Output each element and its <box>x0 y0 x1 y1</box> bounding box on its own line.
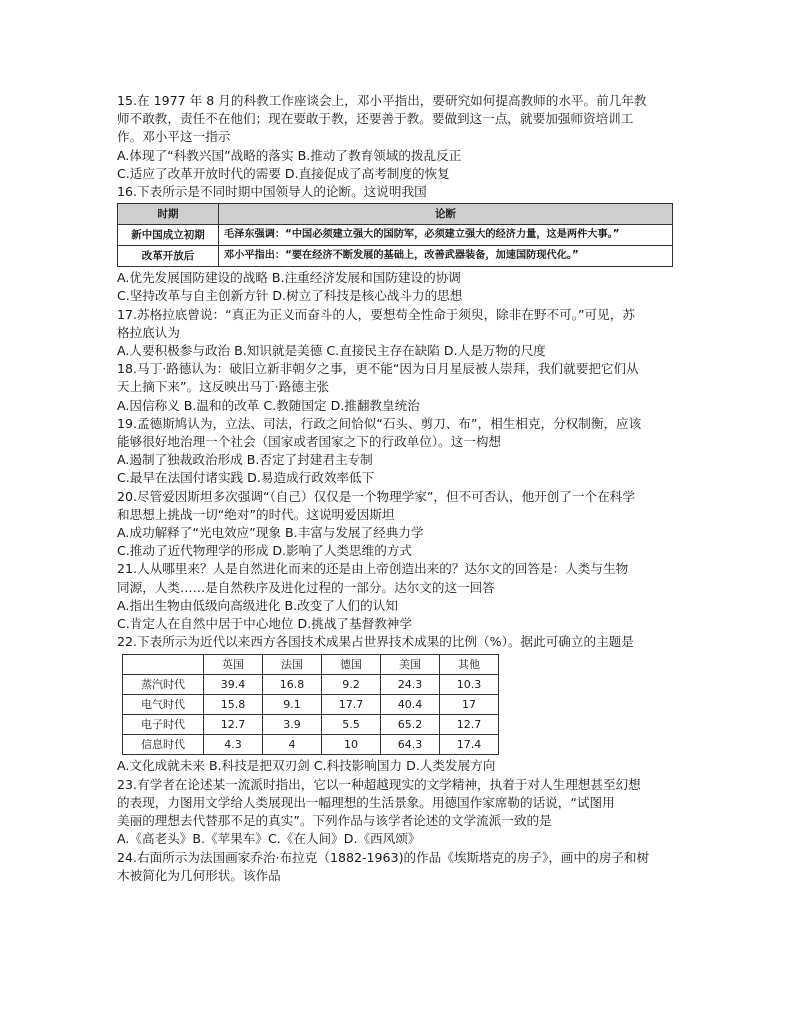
q22-header-usa: 美国 <box>381 655 440 675</box>
q22-row1-other: 10.3 <box>440 675 499 695</box>
q22-row2-uk: 15.8 <box>204 695 263 715</box>
q22-row4-france: 4 <box>263 735 322 755</box>
q22-stem: 22.下表所示为近代以来西方各国技术成果占世界技术成果的比例（%）。据此可确立的主题是 <box>117 634 634 650</box>
table-row <box>123 715 499 735</box>
q15-line3: 作。邓小平这一指示 <box>117 129 231 145</box>
q18-line1: 18.马丁·路德认为：破旧立新非朝夕之事，更不能“因为日月星辰被人崇拜，我们就要把它们从 <box>117 361 639 377</box>
q16-row2-statement: 邓小平指出：“要在经济不断发展的基础上，改善武器装备，加速国防现代化。” <box>219 246 673 267</box>
q24-line1: 24.右面所示为法国画家乔治·布拉克（1882-1963)的作品《埃斯塔克的房子》，画中的房子和树 <box>117 849 650 865</box>
q22-table <box>122 654 499 755</box>
q15-options-ab: A.体现了“科教兴国”战略的落实 B.推动了教育领域的拨乱反正 <box>117 147 462 163</box>
q22-row2-other: 17 <box>440 695 499 715</box>
q16-row2-period: 改革开放后 <box>118 246 219 267</box>
q19-line1: 19.孟德斯鸠认为，立法、司法，行政之间恰似“石头、剪刀、布”，相生相克，分权制衡，应该 <box>117 415 642 431</box>
q16-header-period: 时期 <box>118 204 219 225</box>
q22-options: A.文化成就未来 B.科技是把双刃剑 C.科技影响国力 D.人类发展方向 <box>117 758 496 774</box>
q22-row2-usa: 40.4 <box>381 695 440 715</box>
question-18 <box>117 360 677 415</box>
q22-row2-france: 9.1 <box>263 695 322 715</box>
q23-line2: 的表现，力图用文学给人类展现出一幅理想的生活景象。用德国作家席勒的话说，“试图用 <box>117 794 615 810</box>
q22-header-france: 法国 <box>263 655 322 675</box>
q20-line1: 20.尽管爱因斯坦多次强调“（自己）仅仅是一个物理学家”，但不可否认，他开创了一个在科学 <box>117 488 635 504</box>
q22-row3-france: 3.9 <box>263 715 322 735</box>
q19-line2: 能够很好地治理一个社会（国家或者国家之下的行政单位）。这一构想 <box>117 434 502 450</box>
q22-header-germany: 德国 <box>322 655 381 675</box>
q21-options-ab: A.指出生物由低级向高级进化 B.改变了人们的认知 <box>117 597 398 613</box>
question-24 <box>117 849 677 885</box>
q16-row1-statement: 毛泽东强调：“中国必须建立强大的国防军，必须建立强大的经济力量，这是两件大事。” <box>219 225 673 246</box>
q24-line2: 木被简化为几何形状。该作品 <box>117 867 281 883</box>
q16-stem: 16.下表所示是不同时期中国领导人的论断。这说明我国 <box>117 184 427 200</box>
q22-header-blank <box>123 655 204 675</box>
q20-options-ab: A.成功解释了“光电效应”现象 B.丰富与发展了经典力学 <box>117 525 424 541</box>
q16-header-statement: 论断 <box>219 204 673 225</box>
q22-row4-uk: 4.3 <box>204 735 263 755</box>
question-20 <box>117 488 677 561</box>
q16-options-cd: C.坚持改革与自主创新方针 D.树立了科技是核心战斗力的思想 <box>117 288 463 304</box>
q17-line2: 格拉底认为 <box>117 324 180 340</box>
q22-row1-usa: 24.3 <box>381 675 440 695</box>
q20-options-cd: C.推动了近代物理学的形成 D.影响了人类思维的方式 <box>117 543 412 559</box>
table-row <box>118 225 673 246</box>
table-row <box>118 246 673 267</box>
q22-row1-germany: 9.2 <box>322 675 381 695</box>
q22-row4-usa: 64.3 <box>381 735 440 755</box>
q22-row3-germany: 5.5 <box>322 715 381 735</box>
q15-line2: 师不敢教，责任不在他们；现在要敢于教，还要善于教。要做到这一点，就要加强师资培训工 <box>117 111 634 127</box>
q22-row1-era: 蒸汽时代 <box>123 675 204 695</box>
q19-options-ab: A.遏制了独裁政治形成 B.否定了封建君主专制 <box>117 452 373 468</box>
table-row <box>123 695 499 715</box>
q17-options: A.人要积极参与政治 B.知识就是美德 C.直接民主存在缺陷 D.人是万物的尺度 <box>117 343 546 359</box>
q22-row2-germany: 17.7 <box>322 695 381 715</box>
q16-table <box>117 203 673 267</box>
q22-row2-era: 电气时代 <box>123 695 204 715</box>
exam-page <box>117 92 677 885</box>
question-23 <box>117 776 677 849</box>
q21-line2: 同源，人类……是自然秩序及进化过程的一部分。达尔文的这一回答 <box>117 579 495 595</box>
q22-row3-other: 12.7 <box>440 715 499 735</box>
q23-line1: 23.有学者在论述某一流派时指出，它以一种超越现实的文学精神，执着于对人生理想甚至幻想 <box>117 776 641 792</box>
q22-row4-other: 17.4 <box>440 735 499 755</box>
question-21 <box>117 560 677 633</box>
question-19 <box>117 415 677 488</box>
q15-options-cd: C.适应了改革开放时代的需要 D.直接促成了高考制度的恢复 <box>117 165 450 181</box>
question-22 <box>117 633 677 775</box>
q16-row1-period: 新中国成立初期 <box>118 225 219 246</box>
q22-row4-era: 信息时代 <box>123 735 204 755</box>
q17-line1: 17.苏格拉底曾说：“真正为正义而奋斗的人，要想苟全性命于须臾，除非在野不可。”可见，苏 <box>117 306 635 322</box>
q15-line1: 15.在 1977 年 8 月的科教工作座谈会上，邓小平指出，要研究如何提高教师的水平。前几年教 <box>117 93 647 108</box>
q22-header-other: 其他 <box>440 655 499 675</box>
q20-line2: 和思想上挑战一切“绝对”的时代。这说明爱因斯坦 <box>117 506 395 522</box>
table-row <box>123 735 499 755</box>
q21-line1: 21.人从哪里来？人是自然进化而来的还是由上帝创造出来的？达尔文的回答是：人类与生物 <box>117 561 629 577</box>
q22-row3-era: 电子时代 <box>123 715 204 735</box>
q16-options-ab: A.优先发展国防建设的战略 B.注重经济发展和国防建设的协调 <box>117 270 461 286</box>
q23-line3: 美丽的理想去代替那不足的真实”。下列作品与该学者论述的文学流派一致的是 <box>117 813 552 829</box>
table-row <box>123 675 499 695</box>
question-15 <box>117 92 677 183</box>
q23-options: A.《高老头》B.《苹果车》C.《在人间》D.《西风颂》 <box>117 831 421 847</box>
q22-row1-france: 16.8 <box>263 675 322 695</box>
q18-options: A.因信称义 B.温和的改革 C.教随国定 D.推翻教皇统治 <box>117 397 420 413</box>
q22-row4-germany: 10 <box>322 735 381 755</box>
q22-row3-uk: 12.7 <box>204 715 263 735</box>
q22-header-uk: 英国 <box>204 655 263 675</box>
q21-options-cd: C.肯定人在自然中居于中心地位 D.挑战了基督教神学 <box>117 616 412 632</box>
question-17 <box>117 306 677 361</box>
q22-row1-uk: 39.4 <box>204 675 263 695</box>
q18-line2: 天上摘下来”。这反映出马丁·路德主张 <box>117 379 330 395</box>
q19-options-cd: C.最早在法国付诸实践 D.易造成行政效率低下 <box>117 470 375 486</box>
q22-row3-usa: 65.2 <box>381 715 440 735</box>
question-16 <box>117 183 677 306</box>
